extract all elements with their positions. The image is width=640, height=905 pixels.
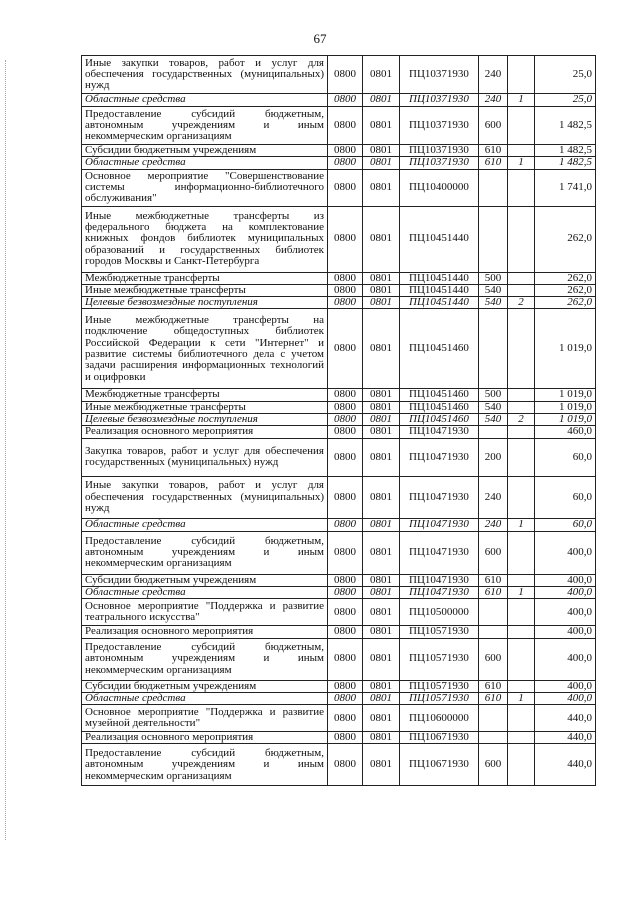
row-name-cell: Иные межбюджетные трансферты на подключение общедоступных библиотек Российской Федерации к сети "Интернет" и развитие системы библиотечного дела с учетом задачи расширения информационных технологий и оцифровки (82, 309, 328, 389)
table-row (82, 705, 596, 732)
row-source-cell: 1 (508, 157, 535, 169)
row-section-cell: 0800 (328, 744, 363, 786)
row-subsection-cell: 0801 (363, 531, 400, 574)
row-expense-type-cell: 240 (479, 518, 508, 531)
table-row (82, 309, 596, 389)
row-source-cell (508, 531, 535, 574)
row-source-cell (508, 284, 535, 296)
row-name-cell: Целевые безвозмездные поступления (82, 297, 328, 309)
row-expense-type-cell: 610 (479, 586, 508, 598)
table-row (82, 574, 596, 586)
row-source-cell: 1 (508, 94, 535, 107)
row-amount-cell: 400,0 (535, 692, 596, 704)
table-row (82, 680, 596, 692)
row-amount-cell: 400,0 (535, 680, 596, 692)
row-amount-cell: 1 482,5 (535, 107, 596, 145)
row-expense-type-cell (479, 426, 508, 438)
table-row (82, 145, 596, 157)
row-expense-type-cell: 500 (479, 272, 508, 284)
row-section-cell: 0800 (328, 438, 363, 476)
row-target-cell: ПЦ10671930 (400, 732, 479, 744)
row-amount-cell: 1 019,0 (535, 309, 596, 389)
row-expense-type-cell (479, 705, 508, 732)
table-row (82, 107, 596, 145)
row-name-cell: Межбюджетные трансферты (82, 389, 328, 401)
row-name-cell: Основное мероприятие "Поддержка и развитие театрального искусства" (82, 599, 328, 626)
row-name-cell: Иные межбюджетные трансферты (82, 401, 328, 413)
table-row (82, 638, 596, 680)
row-expense-type-cell: 500 (479, 389, 508, 401)
row-amount-cell: 400,0 (535, 531, 596, 574)
row-subsection-cell: 0801 (363, 692, 400, 704)
row-name-cell: Иные межбюджетные трансферты (82, 284, 328, 296)
table-row (82, 531, 596, 574)
row-expense-type-cell: 600 (479, 638, 508, 680)
row-section-cell: 0800 (328, 157, 363, 169)
row-expense-type-cell: 600 (479, 107, 508, 145)
row-amount-cell: 400,0 (535, 638, 596, 680)
table-row (82, 389, 596, 401)
row-amount-cell: 400,0 (535, 626, 596, 638)
row-target-cell: ПЦ10371930 (400, 107, 479, 145)
table-row (82, 426, 596, 438)
row-expense-type-cell (479, 309, 508, 389)
row-name-cell: Основное мероприятие "Совершенствование системы информационно-библиотечного обслуживания" (82, 169, 328, 206)
table-row (82, 626, 596, 638)
row-target-cell: ПЦ10451460 (400, 389, 479, 401)
row-expense-type-cell (479, 206, 508, 272)
table-row (82, 599, 596, 626)
row-target-cell: ПЦ10571930 (400, 626, 479, 638)
row-target-cell: ПЦ10471930 (400, 438, 479, 476)
row-section-cell: 0800 (328, 297, 363, 309)
row-target-cell: ПЦ10451460 (400, 401, 479, 413)
row-source-cell: 2 (508, 297, 535, 309)
row-amount-cell: 1 019,0 (535, 401, 596, 413)
table-row (82, 732, 596, 744)
table-row (82, 586, 596, 598)
row-subsection-cell: 0801 (363, 145, 400, 157)
table-row (82, 476, 596, 518)
row-name-cell: Иные закупки товаров, работ и услуг для обеспечения государственных (муниципальных) нужд (82, 56, 328, 94)
row-subsection-cell: 0801 (363, 426, 400, 438)
row-target-cell: ПЦ10400000 (400, 169, 479, 206)
row-amount-cell: 440,0 (535, 732, 596, 744)
row-expense-type-cell (479, 169, 508, 206)
row-source-cell (508, 744, 535, 786)
row-expense-type-cell: 610 (479, 574, 508, 586)
row-expense-type-cell: 610 (479, 680, 508, 692)
row-section-cell: 0800 (328, 107, 363, 145)
row-amount-cell: 400,0 (535, 586, 596, 598)
row-expense-type-cell: 540 (479, 284, 508, 296)
row-name-cell: Предоставление субсидий бюджетным, автономным учреждениям и иным некоммерческим организациям (82, 638, 328, 680)
row-target-cell: ПЦ10471930 (400, 586, 479, 598)
row-section-cell: 0800 (328, 414, 363, 426)
row-source-cell (508, 680, 535, 692)
row-source-cell (508, 401, 535, 413)
row-section-cell: 0800 (328, 518, 363, 531)
row-section-cell: 0800 (328, 732, 363, 744)
row-section-cell: 0800 (328, 272, 363, 284)
row-subsection-cell: 0801 (363, 680, 400, 692)
row-section-cell: 0800 (328, 476, 363, 518)
row-subsection-cell: 0801 (363, 732, 400, 744)
row-name-cell: Областные средства (82, 94, 328, 107)
row-target-cell: ПЦ10451460 (400, 309, 479, 389)
row-name-cell: Реализация основного мероприятия (82, 426, 328, 438)
row-source-cell (508, 438, 535, 476)
row-amount-cell: 1 019,0 (535, 414, 596, 426)
row-source-cell (508, 638, 535, 680)
row-target-cell: ПЦ10471930 (400, 531, 479, 574)
row-amount-cell: 60,0 (535, 438, 596, 476)
row-amount-cell: 1 482,5 (535, 157, 596, 169)
row-source-cell (508, 389, 535, 401)
row-subsection-cell: 0801 (363, 744, 400, 786)
row-subsection-cell: 0801 (363, 309, 400, 389)
row-subsection-cell: 0801 (363, 476, 400, 518)
table-row (82, 297, 596, 309)
row-section-cell: 0800 (328, 692, 363, 704)
row-target-cell: ПЦ10600000 (400, 705, 479, 732)
row-amount-cell: 262,0 (535, 206, 596, 272)
row-source-cell (508, 574, 535, 586)
row-source-cell (508, 732, 535, 744)
row-name-cell: Областные средства (82, 518, 328, 531)
row-expense-type-cell (479, 599, 508, 626)
row-section-cell: 0800 (328, 626, 363, 638)
row-subsection-cell: 0801 (363, 705, 400, 732)
row-amount-cell: 400,0 (535, 599, 596, 626)
row-target-cell: ПЦ10471930 (400, 518, 479, 531)
row-subsection-cell: 0801 (363, 518, 400, 531)
row-source-cell (508, 626, 535, 638)
table-row (82, 157, 596, 169)
row-expense-type-cell: 240 (479, 476, 508, 518)
table-row (82, 438, 596, 476)
row-target-cell: ПЦ10371930 (400, 94, 479, 107)
row-section-cell: 0800 (328, 389, 363, 401)
row-name-cell: Иные межбюджетные трансферты из федерального бюджета на комплектование книжных фондов библиотек муниципальных образований и государственных библиотек городов Москвы и Санкт-Петербурга (82, 206, 328, 272)
row-amount-cell: 400,0 (535, 574, 596, 586)
row-expense-type-cell: 540 (479, 401, 508, 413)
row-source-cell: 1 (508, 586, 535, 598)
row-amount-cell: 60,0 (535, 518, 596, 531)
row-name-cell: Областные средства (82, 157, 328, 169)
row-source-cell (508, 56, 535, 94)
row-source-cell (508, 599, 535, 626)
row-amount-cell: 440,0 (535, 744, 596, 786)
row-target-cell: ПЦ10571930 (400, 692, 479, 704)
row-section-cell: 0800 (328, 284, 363, 296)
row-expense-type-cell: 610 (479, 157, 508, 169)
row-section-cell: 0800 (328, 426, 363, 438)
row-expense-type-cell: 240 (479, 56, 508, 94)
row-amount-cell: 25,0 (535, 56, 596, 94)
row-amount-cell: 440,0 (535, 705, 596, 732)
row-section-cell: 0800 (328, 680, 363, 692)
row-section-cell: 0800 (328, 94, 363, 107)
row-subsection-cell: 0801 (363, 401, 400, 413)
table-row (82, 169, 596, 206)
row-expense-type-cell (479, 732, 508, 744)
row-target-cell: ПЦ10371930 (400, 145, 479, 157)
row-target-cell: ПЦ10451440 (400, 272, 479, 284)
row-amount-cell: 1 741,0 (535, 169, 596, 206)
row-subsection-cell: 0801 (363, 574, 400, 586)
row-subsection-cell: 0801 (363, 169, 400, 206)
row-name-cell: Областные средства (82, 586, 328, 598)
row-section-cell: 0800 (328, 145, 363, 157)
row-section-cell: 0800 (328, 599, 363, 626)
row-section-cell: 0800 (328, 638, 363, 680)
table-row (82, 744, 596, 786)
margin-dotted-line (5, 60, 7, 840)
row-source-cell: 1 (508, 518, 535, 531)
row-source-cell: 1 (508, 692, 535, 704)
table-row (82, 272, 596, 284)
table-row (82, 94, 596, 107)
table-row (82, 692, 596, 704)
row-section-cell: 0800 (328, 586, 363, 598)
row-expense-type-cell: 540 (479, 297, 508, 309)
row-name-cell: Реализация основного мероприятия (82, 732, 328, 744)
row-name-cell: Целевые безвозмездные поступления (82, 414, 328, 426)
row-amount-cell: 262,0 (535, 284, 596, 296)
row-source-cell (508, 309, 535, 389)
row-subsection-cell: 0801 (363, 297, 400, 309)
row-target-cell: ПЦ10571930 (400, 638, 479, 680)
row-subsection-cell: 0801 (363, 638, 400, 680)
row-target-cell: ПЦ10471930 (400, 476, 479, 518)
row-subsection-cell: 0801 (363, 389, 400, 401)
row-amount-cell: 25,0 (535, 94, 596, 107)
row-amount-cell: 262,0 (535, 272, 596, 284)
row-section-cell: 0800 (328, 574, 363, 586)
row-section-cell: 0800 (328, 206, 363, 272)
row-name-cell: Закупка товаров, работ и услуг для обеспечения государственных (муниципальных) нужд (82, 438, 328, 476)
row-target-cell: ПЦ10371930 (400, 157, 479, 169)
row-subsection-cell: 0801 (363, 284, 400, 296)
row-section-cell: 0800 (328, 309, 363, 389)
row-name-cell: Основное мероприятие "Поддержка и развитие музейной деятельности" (82, 705, 328, 732)
row-subsection-cell: 0801 (363, 94, 400, 107)
row-section-cell: 0800 (328, 169, 363, 206)
row-amount-cell: 1 019,0 (535, 389, 596, 401)
row-target-cell: ПЦ10371930 (400, 56, 479, 94)
row-subsection-cell: 0801 (363, 626, 400, 638)
row-source-cell: 2 (508, 414, 535, 426)
row-source-cell (508, 476, 535, 518)
row-target-cell: ПЦ10500000 (400, 599, 479, 626)
row-subsection-cell: 0801 (363, 107, 400, 145)
row-target-cell: ПЦ10571930 (400, 680, 479, 692)
row-subsection-cell: 0801 (363, 272, 400, 284)
table-row (82, 414, 596, 426)
row-source-cell (508, 272, 535, 284)
row-source-cell (508, 107, 535, 145)
row-target-cell: ПЦ10471930 (400, 426, 479, 438)
row-target-cell: ПЦ10471930 (400, 574, 479, 586)
row-section-cell: 0800 (328, 531, 363, 574)
row-name-cell: Иные закупки товаров, работ и услуг для обеспечения государственных (муниципальных) нужд (82, 476, 328, 518)
row-source-cell (508, 426, 535, 438)
row-name-cell: Областные средства (82, 692, 328, 704)
row-name-cell: Предоставление субсидий бюджетным, автономным учреждениям и иным некоммерческим организациям (82, 744, 328, 786)
row-source-cell (508, 145, 535, 157)
table-row (82, 206, 596, 272)
row-subsection-cell: 0801 (363, 599, 400, 626)
table-body (82, 56, 596, 786)
row-expense-type-cell: 540 (479, 414, 508, 426)
row-subsection-cell: 0801 (363, 206, 400, 272)
row-section-cell: 0800 (328, 56, 363, 94)
row-section-cell: 0800 (328, 705, 363, 732)
row-name-cell: Предоставление субсидий бюджетным, автономным учреждениям и иным некоммерческим организациям (82, 107, 328, 145)
row-target-cell: ПЦ10671930 (400, 744, 479, 786)
row-source-cell (508, 705, 535, 732)
row-target-cell: ПЦ10451440 (400, 297, 479, 309)
row-subsection-cell: 0801 (363, 586, 400, 598)
row-amount-cell: 60,0 (535, 476, 596, 518)
row-target-cell: ПЦ10451440 (400, 284, 479, 296)
row-expense-type-cell: 240 (479, 94, 508, 107)
row-expense-type-cell (479, 626, 508, 638)
row-expense-type-cell: 610 (479, 692, 508, 704)
row-subsection-cell: 0801 (363, 157, 400, 169)
table-row (82, 518, 596, 531)
row-amount-cell: 262,0 (535, 297, 596, 309)
row-name-cell: Межбюджетные трансферты (82, 272, 328, 284)
row-source-cell (508, 169, 535, 206)
row-amount-cell: 1 482,5 (535, 145, 596, 157)
row-expense-type-cell: 600 (479, 531, 508, 574)
row-target-cell: ПЦ10451460 (400, 414, 479, 426)
row-subsection-cell: 0801 (363, 56, 400, 94)
row-amount-cell: 460,0 (535, 426, 596, 438)
budget-table (81, 55, 596, 786)
row-name-cell: Предоставление субсидий бюджетным, автономным учреждениям и иным некоммерческим организациям (82, 531, 328, 574)
row-name-cell: Реализация основного мероприятия (82, 626, 328, 638)
row-name-cell: Субсидии бюджетным учреждениям (82, 680, 328, 692)
row-subsection-cell: 0801 (363, 438, 400, 476)
row-name-cell: Субсидии бюджетным учреждениям (82, 145, 328, 157)
row-target-cell: ПЦ10451440 (400, 206, 479, 272)
row-subsection-cell: 0801 (363, 414, 400, 426)
row-source-cell (508, 206, 535, 272)
row-name-cell: Субсидии бюджетным учреждениям (82, 574, 328, 586)
table-row (82, 56, 596, 94)
page-number: 67 (313, 31, 327, 46)
row-expense-type-cell: 610 (479, 145, 508, 157)
table-row (82, 401, 596, 413)
row-expense-type-cell: 200 (479, 438, 508, 476)
table-row (82, 284, 596, 296)
row-expense-type-cell: 600 (479, 744, 508, 786)
row-section-cell: 0800 (328, 401, 363, 413)
